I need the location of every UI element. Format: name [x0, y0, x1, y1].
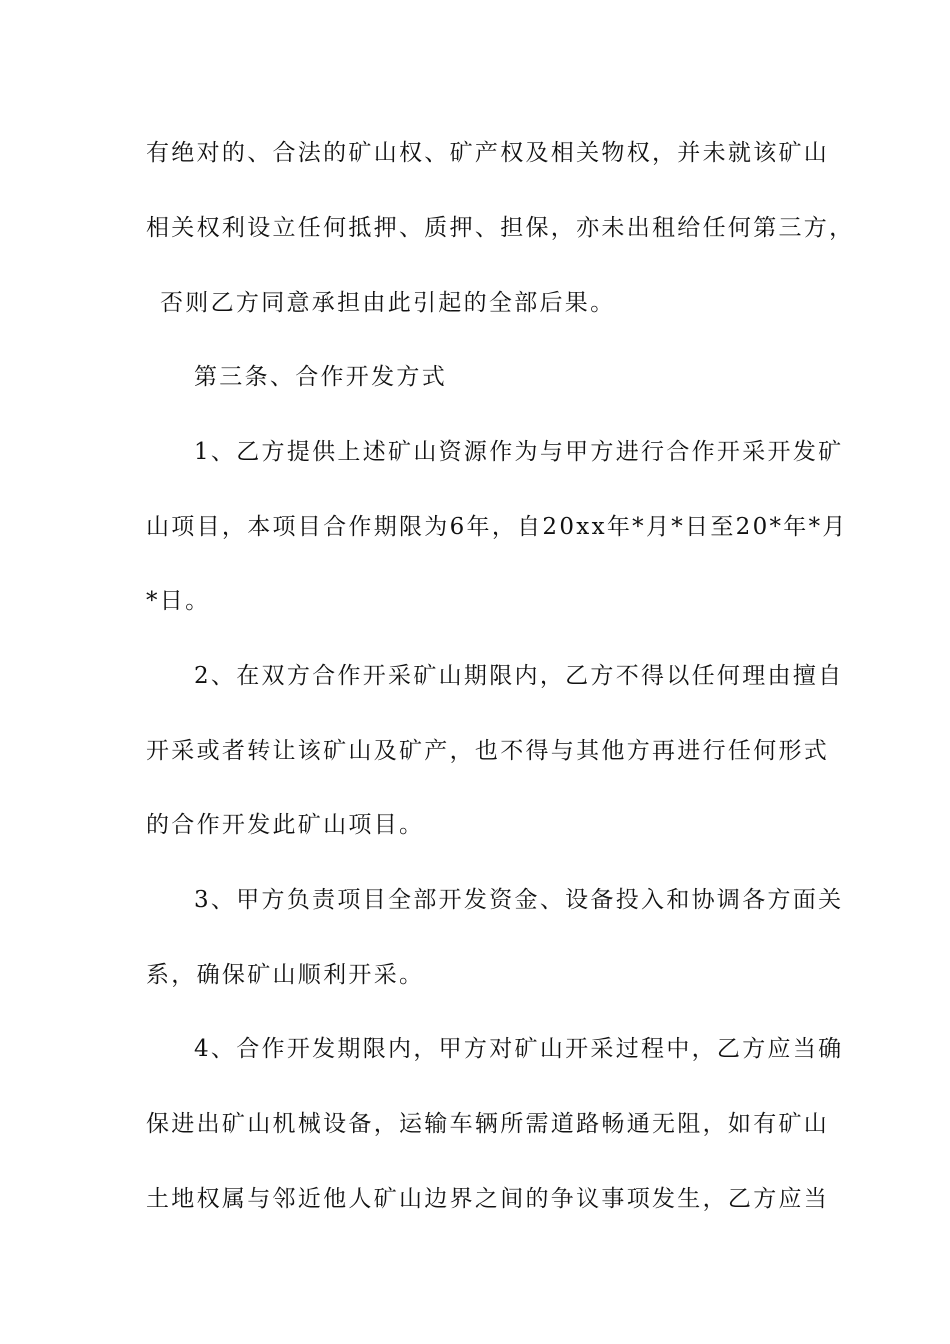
text-line: 的合作开发此矿山项目。	[146, 812, 425, 838]
text-line: 2、在双方合作开采矿山期限内，乙方不得以任何理由擅自	[194, 663, 844, 689]
section-heading: 第三条、合作开发方式	[194, 364, 447, 390]
text-line: 相关权利设立任何抵押、质押、担保，亦未出租给任何第三方，	[146, 215, 855, 241]
text-line: *日。	[146, 588, 211, 614]
text-line: 有绝对的、合法的矿山权、矿产权及相关物权，并未就该矿山	[146, 140, 830, 166]
text-line: 否则乙方同意承担由此引起的全部后果。	[160, 290, 616, 316]
text-line: 3、甲方负责项目全部开发资金、设备投入和协调各方面关	[194, 887, 844, 913]
text-line: 山项目，本项目合作期限为6年，自20xx年*月*日至20*年*月	[146, 514, 848, 540]
text-line: 土地权属与邻近他人矿山边界之间的争议事项发生，乙方应当	[146, 1186, 830, 1212]
text-line: 保进出矿山机械设备，运输车辆所需道路畅通无阻，如有矿山	[146, 1111, 830, 1137]
text-line: 开采或者转让该矿山及矿产，也不得与其他方再进行任何形式	[146, 738, 830, 764]
text-line: 系，确保矿山顺利开采。	[146, 962, 425, 988]
text-line: 4、合作开发期限内，甲方对矿山开采过程中，乙方应当确	[194, 1036, 844, 1062]
text-line: 1、乙方提供上述矿山资源作为与甲方进行合作开采开发矿	[194, 439, 844, 465]
